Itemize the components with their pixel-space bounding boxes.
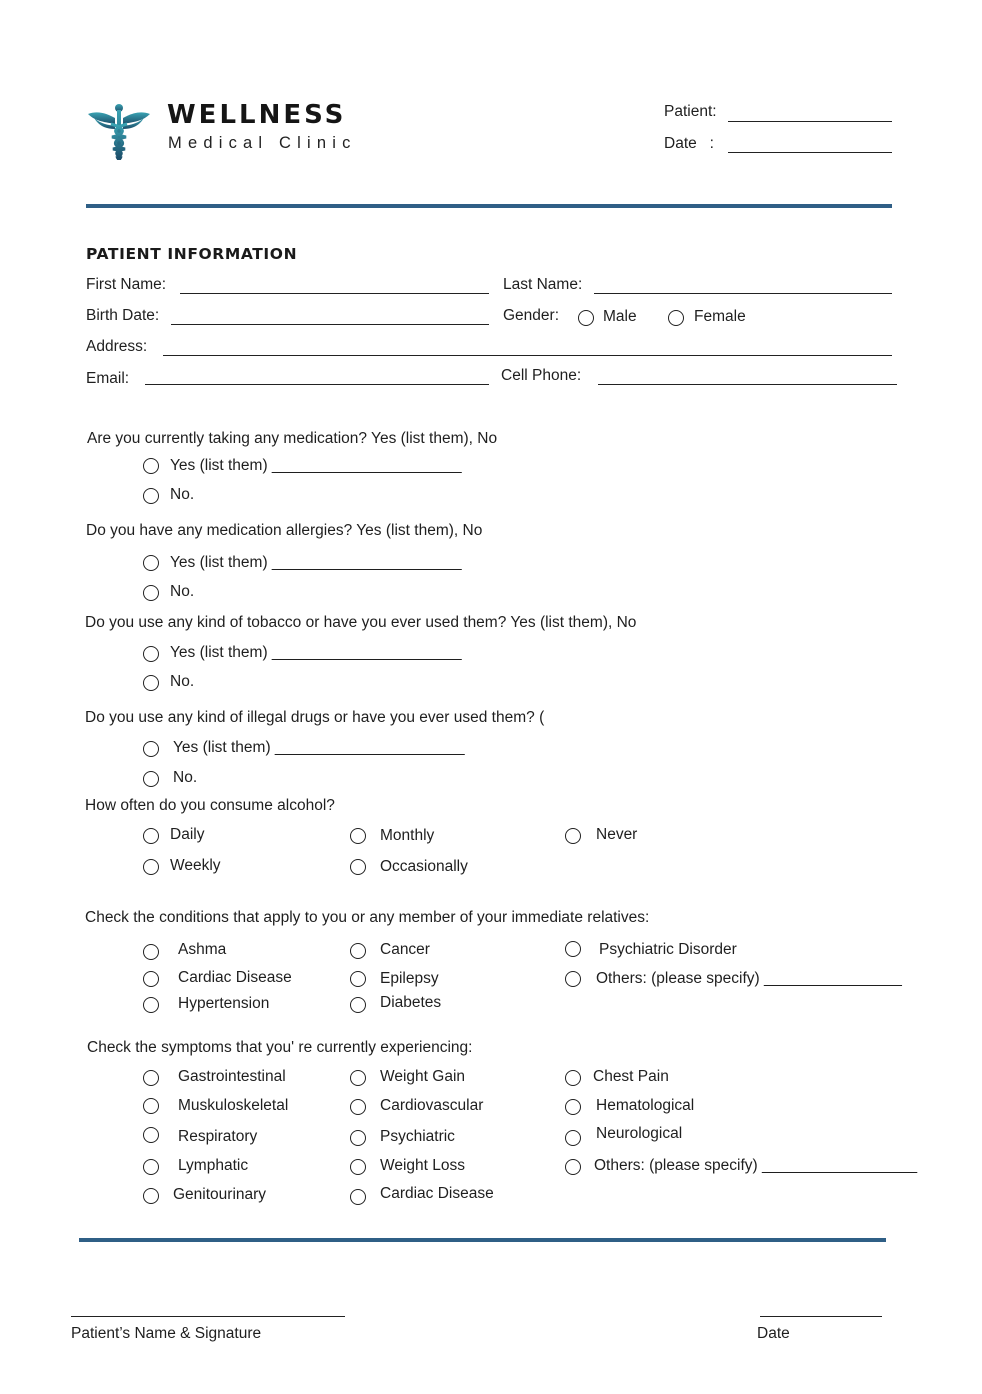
tobacco-yes-radio[interactable] xyxy=(143,646,159,662)
gender-female-radio[interactable] xyxy=(668,310,684,326)
clinic-subtitle: Medical Clinic xyxy=(168,134,357,152)
gender-male-radio[interactable] xyxy=(578,310,594,326)
symptom-psychiatric-radio[interactable] xyxy=(350,1130,366,1146)
symptom-chest-pain-label: Chest Pain xyxy=(593,1068,669,1085)
condition-diabetes-radio[interactable] xyxy=(350,997,366,1013)
symptom-cardiovascular-label: Cardiovascular xyxy=(380,1097,484,1114)
symptom-lymphatic-label: Lymphatic xyxy=(178,1157,249,1174)
first-name-label: First Name: xyxy=(86,276,167,293)
alcohol-weekly-label: Weekly xyxy=(170,857,221,874)
symptom-genitourinary-radio[interactable] xyxy=(143,1188,159,1204)
tobacco-yes-label: Yes (list them) ______________________ xyxy=(170,644,462,661)
symptom-genitourinary-label: Genitourinary xyxy=(173,1186,267,1203)
condition-cancer-label: Cancer xyxy=(380,941,430,958)
header-date-field[interactable] xyxy=(728,152,892,153)
drugs-no-label: No. xyxy=(173,769,198,786)
clinic-name: WELLNESS xyxy=(167,100,347,130)
condition-ashma-radio[interactable] xyxy=(143,944,159,960)
condition-others-label: Others: (please specify) ________________ xyxy=(596,970,902,987)
symptom-weight-loss-radio[interactable] xyxy=(350,1159,366,1175)
first-name-field[interactable] xyxy=(180,293,489,294)
alcohol-occasionally-radio[interactable] xyxy=(350,859,366,875)
email-label: Email: xyxy=(86,370,130,387)
tobacco-no-label: No. xyxy=(170,673,195,690)
condition-hypertension-radio[interactable] xyxy=(143,997,159,1013)
condition-cardiac-disease-label: Cardiac Disease xyxy=(178,969,292,986)
alcohol-daily-radio[interactable] xyxy=(143,828,159,844)
allergies-yes-label: Yes (list them) ______________________ xyxy=(170,554,462,571)
question-alcohol: How often do you consume alcohol? xyxy=(85,797,335,814)
symptom-others-label: Others: (please specify) __________________ xyxy=(594,1157,918,1174)
drugs-yes-radio[interactable] xyxy=(143,741,159,757)
question-tobacco: Do you use any kind of tobacco or have you ever used them? Yes (list them), No xyxy=(85,614,637,631)
clinic-logo xyxy=(86,102,152,162)
question-allergies: Do you have any medication allergies? Yes (list them), No xyxy=(86,522,483,539)
medication-yes-radio[interactable] xyxy=(143,458,159,474)
medication-no-label: No. xyxy=(170,486,195,503)
symptom-weight-loss-label: Weight Loss xyxy=(380,1157,466,1174)
birth-date-label: Birth Date: xyxy=(86,307,160,324)
condition-cardiac-disease-radio[interactable] xyxy=(143,971,159,987)
question-conditions: Check the conditions that apply to you or any member of your immediate relatives: xyxy=(85,909,650,926)
alcohol-monthly-label: Monthly xyxy=(380,827,435,844)
header-divider xyxy=(86,204,892,208)
caduceus-icon xyxy=(86,102,152,162)
condition-diabetes-label: Diabetes xyxy=(380,994,442,1011)
allergies-no-label: No. xyxy=(170,583,195,600)
footer-date-label: Date xyxy=(757,1325,790,1342)
question-symptoms: Check the symptoms that you' re currently experiencing: xyxy=(87,1039,473,1056)
symptom-neurological-label: Neurological xyxy=(596,1125,683,1142)
tobacco-no-radio[interactable] xyxy=(143,675,159,691)
alcohol-monthly-radio[interactable] xyxy=(350,828,366,844)
symptom-cardiac-disease-radio[interactable] xyxy=(350,1189,366,1205)
gender-male-label: Male xyxy=(603,308,637,325)
drugs-no-radio[interactable] xyxy=(143,771,159,787)
symptom-gastrointestinal-radio[interactable] xyxy=(143,1070,159,1086)
condition-hypertension-label: Hypertension xyxy=(178,995,270,1012)
alcohol-never-label: Never xyxy=(596,826,638,843)
condition-psychiatric-disorder-label: Psychiatric Disorder xyxy=(599,941,737,958)
symptom-muskuloskeletal-radio[interactable] xyxy=(143,1098,159,1114)
symptom-gastrointestinal-label: Gastrointestinal xyxy=(178,1068,286,1085)
signature-label: Patient’s Name & Signature xyxy=(71,1325,262,1342)
gender-female-label: Female xyxy=(694,308,746,325)
alcohol-weekly-radio[interactable] xyxy=(143,859,159,875)
cell-phone-field[interactable] xyxy=(598,384,897,385)
header-patient-field[interactable] xyxy=(728,121,892,122)
symptom-respiratory-radio[interactable] xyxy=(143,1127,159,1143)
condition-ashma-label: Ashma xyxy=(178,941,227,958)
condition-others-radio[interactable] xyxy=(565,971,581,987)
section-title-patient-info: PATIENT INFORMATION xyxy=(86,245,298,263)
signature-field[interactable] xyxy=(71,1316,345,1317)
condition-epilepsy-radio[interactable] xyxy=(350,971,366,987)
symptom-neurological-radio[interactable] xyxy=(565,1130,581,1146)
last-name-label: Last Name: xyxy=(503,276,583,293)
address-field[interactable] xyxy=(163,355,892,356)
birth-date-field[interactable] xyxy=(171,324,489,325)
symptom-lymphatic-radio[interactable] xyxy=(143,1159,159,1175)
alcohol-occasionally-label: Occasionally xyxy=(380,858,468,875)
condition-cancer-radio[interactable] xyxy=(350,943,366,959)
last-name-field[interactable] xyxy=(594,293,892,294)
footer-divider xyxy=(79,1238,886,1242)
allergies-no-radio[interactable] xyxy=(143,585,159,601)
symptom-cardiovascular-radio[interactable] xyxy=(350,1099,366,1115)
gender-label: Gender: xyxy=(503,307,560,324)
symptom-weight-gain-label: Weight Gain xyxy=(380,1068,466,1085)
symptom-hematological-label: Hematological xyxy=(596,1097,695,1114)
address-label: Address: xyxy=(86,338,148,355)
symptom-chest-pain-radio[interactable] xyxy=(565,1070,581,1086)
symptom-weight-gain-radio[interactable] xyxy=(350,1070,366,1086)
medication-no-radio[interactable] xyxy=(143,488,159,504)
alcohol-never-radio[interactable] xyxy=(565,828,581,844)
drugs-yes-label: Yes (list them) ______________________ xyxy=(173,739,465,756)
symptom-muskuloskeletal-label: Muskuloskeletal xyxy=(178,1097,289,1114)
cell-phone-label: Cell Phone: xyxy=(501,367,582,384)
header-patient-label: Patient: xyxy=(664,103,717,120)
medication-yes-label: Yes (list them) ______________________ xyxy=(170,457,462,474)
symptom-psychiatric-label: Psychiatric xyxy=(380,1128,455,1145)
condition-epilepsy-label: Epilepsy xyxy=(380,970,439,987)
symptom-hematological-radio[interactable] xyxy=(565,1099,581,1115)
email-field[interactable] xyxy=(145,384,489,385)
symptom-respiratory-label: Respiratory xyxy=(178,1128,258,1145)
alcohol-daily-label: Daily xyxy=(170,826,205,843)
header-date-label: Date : xyxy=(664,135,714,152)
question-drugs: Do you use any kind of illegal drugs or have you ever used them? ( xyxy=(85,709,545,726)
condition-psychiatric-disorder-radio[interactable] xyxy=(565,941,581,957)
footer-date-field[interactable] xyxy=(760,1316,882,1317)
allergies-yes-radio[interactable] xyxy=(143,555,159,571)
symptom-cardiac-disease-label: Cardiac Disease xyxy=(380,1185,494,1202)
question-medication: Are you currently taking any medication? Yes (list them), No xyxy=(87,430,498,447)
symptom-others-radio[interactable] xyxy=(565,1159,581,1175)
